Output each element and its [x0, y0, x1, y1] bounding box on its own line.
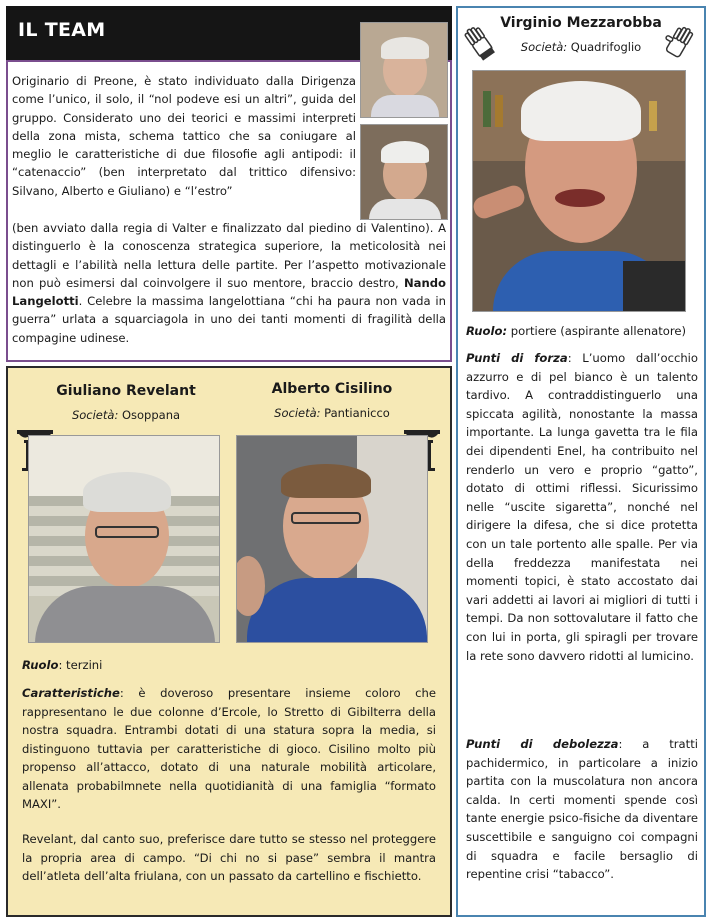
defender-right-photo	[236, 435, 428, 643]
features-label: Caratteristiche	[22, 686, 120, 700]
intro-text: (ben avviato dalla regia di Valter e finalizzato dal piedino di Valentino). A distinguerlo è la conoscenza strategica superiore, la meticolosità nei dettagli e l’abilità nella lettura delle partite. Per l’aspetto motivazionale non può esimersi dal coinvolgere il suo mentore, braccio destro,	[12, 221, 446, 290]
society-value: Osoppana	[121, 408, 181, 422]
defenders-features-2: Revelant, dal canto suo, preferisce dare tutto se stesso nel proteggere la propria area di campo. “Di chi no si pase” sembra il mantra dell’atleta dell’alta friulana, con un passato da cartellino e fischietto.	[22, 832, 436, 883]
defender-left-society	[26, 408, 226, 422]
weakness-label: Punti di debolezza	[466, 737, 619, 751]
defenders-role	[22, 656, 436, 675]
goalkeeper-name: Virginio Mezzarobba	[500, 15, 662, 31]
role-label: Ruolo	[22, 658, 59, 672]
mentor-name: Nando Langelotti	[12, 275, 446, 309]
coach-photo-bottom	[360, 124, 448, 220]
goalkeeper-society	[486, 40, 676, 54]
weakness-text: : a tratti pachidermico, in particolare a inizio partita con la muscolatura non ancora calda. In certi momenti spende così tante energie psico-fisiche da diventare suscettibile e sanguigno coi compagni di squadra e facile bersaglio di repentine crisi “tabacco”.	[466, 737, 698, 882]
strengths-label: Punti di forza	[466, 351, 568, 365]
defender-right-society	[232, 406, 432, 420]
intro-text-end: . Celebre la massima langelottiana “chi ha paura non vada in guerra” urlata a squarciagola in uno dei tanti momenti di fragilità della compagine udinese.	[12, 294, 446, 345]
role-label: Ruolo:	[466, 324, 508, 338]
defender-left-photo	[28, 435, 220, 643]
strengths-text: : L’uomo dall’occhio azzurro e di pel bianco è un talento tardivo. A contraddistinguerlo una spiccata agilità, nonostante la massa importante. La lunga gavetta tra le fila dei dipendenti Enel, ha contribuito nel renderlo un vero e proprio “gatto”, dotato di ottimi riflessi. Sicurissimo nelle “uscite sigaretta”, nonché nel dirigere la difesa, che si dice protetta con un tale portento alle spalle. Per via della freddezza manifestata nei momenti topici, è stato accostato dai vari addetti ai lavori ai migliori di tutti i tempi. Da non sottovalutare il fatto che con lui in porta, gli spiragli per trovare la rete sono davvero ridotti al lumicino.	[466, 351, 698, 663]
defenders-features	[22, 684, 436, 814]
society-label: Società:	[520, 40, 568, 54]
goalkeeper-weakness	[466, 735, 698, 884]
features-text: : è doveroso presentare insieme coloro che rappresentano le due colonne d’Ercole, lo Stretto di Gibilterra della nostra squadra. Entrambi dotati di una statura sopra la media, si distinguono tuttavia per caratteristiche di gioco. Cisilino molto più propenso all’attacco, dotato di una naturale mobilità articolare, allenata probabilmnete nella quotidianità di una famiglia “formato MAXI”.	[22, 686, 436, 811]
goalkeeper-role	[466, 322, 698, 341]
defender-left-name: Giuliano Revelant	[56, 383, 196, 399]
coach-intro-paragraph-a: Originario di Preone, è stato individuato dalla Dirigenza come l’unico, il solo, il “nol podeve esi un altri”, guida del gruppo. Considerato uno dei teorici e massimi interpreti della zona mista, schema tattico che sa coniugare al meglio le caratteristiche di due filosofie agli antipodi: il “catenaccio” (ben interpretato dal trittico difensivo: Silvano, Alberto e Giuliano) e “l’estro”	[12, 74, 356, 198]
coach-photo-top	[360, 22, 448, 118]
role-value: portiere (aspirante allenatore)	[507, 324, 686, 338]
goalkeeper-strengths	[466, 349, 698, 665]
society-value: Pantianicco	[324, 406, 390, 420]
goalkeeper-photo	[472, 70, 686, 312]
society-label: Società:	[274, 406, 321, 420]
coach-intro-paragraph-b	[12, 219, 446, 347]
society-value: Quadrifoglio	[570, 40, 642, 54]
page-title: IL TEAM	[18, 19, 106, 41]
society-label: Società:	[71, 408, 119, 422]
role-value: : terzini	[58, 658, 103, 672]
defender-right-name: Alberto Cisilino	[271, 381, 393, 397]
